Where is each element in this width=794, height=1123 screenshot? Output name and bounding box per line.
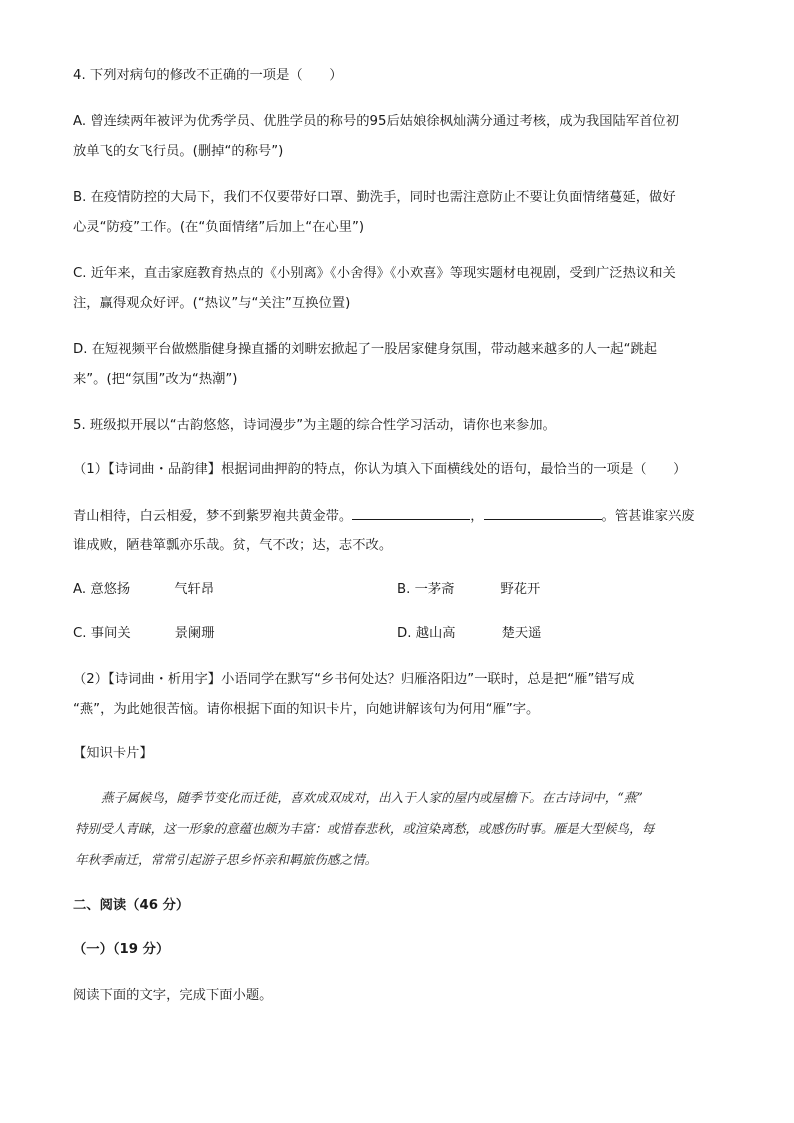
poem-comma: ，: [470, 509, 484, 524]
knowledge-card-line1: 燕子属候鸟，随季节变化而迁徙，喜欢成双成对，出入于人家的屋内或屋檐下。在古诗词中，“燕”: [101, 790, 643, 805]
q5-option-d: [397, 624, 541, 644]
q4-option-b-line2: 心灵“防疫”工作。(在“负面情绪”后加上“在心里”): [73, 220, 365, 235]
poem-start: 青山相待，白云相爱，梦不到紫罗袍共黄金带。: [73, 509, 353, 524]
q5-stem: 5. 班级拟开展以“古韵悠悠，诗词漫步”为主题的综合性学习活动，请你也来参加。: [73, 418, 556, 433]
option-c-val: 景阑珊: [174, 626, 215, 641]
option-a-val: 气轩昂: [174, 582, 215, 597]
poem-line2: 谁成败，陋巷箪瓢亦乐哉。贫，气不改；达，志不改。: [73, 538, 393, 553]
q5-option-a: [73, 580, 214, 600]
q5-option-b: [397, 580, 540, 600]
section-2-title: 二、阅读（46 分）: [73, 898, 190, 913]
option-d-val: 楚天遥: [501, 626, 542, 641]
option-a-key: A. 意悠扬: [73, 582, 131, 597]
answer-blank-1[interactable]: [352, 506, 470, 520]
reading-instruction: 阅读下面的文字，完成下面小题。: [73, 988, 273, 1003]
poem-line1: [73, 506, 695, 527]
q5-option-c: [73, 624, 215, 644]
option-d-key: D. 越山高: [397, 626, 456, 641]
q4-stem: 4. 下列对病句的修改不正确的一项是（ ）: [73, 68, 343, 83]
q4-option-d-line2: 来”。(把“氛围”改为“热潮”): [73, 372, 238, 387]
knowledge-card-line2: 特别受人青睐，这一形象的意蕴也颇为丰富：或惜春悲秋，或渲染离愁，或感伤时事。雁是大型候鸟，每: [75, 821, 655, 836]
q5-sub1-stem: （1）【诗词曲・品韵律】根据词曲押韵的特点，你认为填入下面横线处的语句，最恰当的一项是（ ）: [73, 462, 687, 477]
knowledge-card-title: 【知识卡片】: [73, 746, 153, 761]
q4-option-c-line2: 注，赢得观众好评。(“热议”与“关注”互换位置): [73, 296, 351, 311]
q4-option-a-line1: A. 曾连续两年被评为优秀学员、优胜学员的称号的95后姑娘徐枫灿满分通过考核，成为我国陆军首位初: [73, 114, 679, 129]
poem-end: 。管甚谁家兴废: [601, 509, 695, 524]
option-b-key: B. 一茅斋: [397, 582, 455, 597]
q4-option-b-line1: B. 在疫情防控的大局下，我们不仅要带好口罩、勤洗手，同时也需注意防止不要让负面情绪蔓延，做好: [73, 190, 676, 205]
knowledge-card-line3: 年秋季南迁，常常引起游子思乡怀亲和羁旅伤感之情。: [75, 852, 378, 867]
option-b-val: 野花开: [500, 582, 541, 597]
part-1-title: （一）（19 分）: [73, 942, 170, 957]
q4-option-c-line1: C. 近年来，直击家庭教育热点的《小别离》《小舍得》《小欢喜》等现实题材电视剧，受到广泛热议和关: [73, 266, 676, 281]
q4-option-d-line1: D. 在短视频平台做燃脂健身操直播的刘畊宏掀起了一股居家健身氛围，带动越来越多的人一起“跳起: [73, 342, 658, 357]
option-c-key: C. 事间关: [73, 626, 131, 641]
q5-sub2-line2: “燕”，为此她很苦恼。请你根据下面的知识卡片，向她讲解该句为何用“雁”字。: [73, 702, 540, 717]
q5-sub2-line1: （2）【诗词曲・析用字】小语同学在默写“乡书何处达？归雁洛阳边”一联时，总是把“雁”错写成: [73, 672, 635, 687]
q4-option-a-line2: 放单飞的女飞行员。(删掉“的称号”): [73, 144, 284, 159]
answer-blank-2[interactable]: [484, 506, 602, 520]
